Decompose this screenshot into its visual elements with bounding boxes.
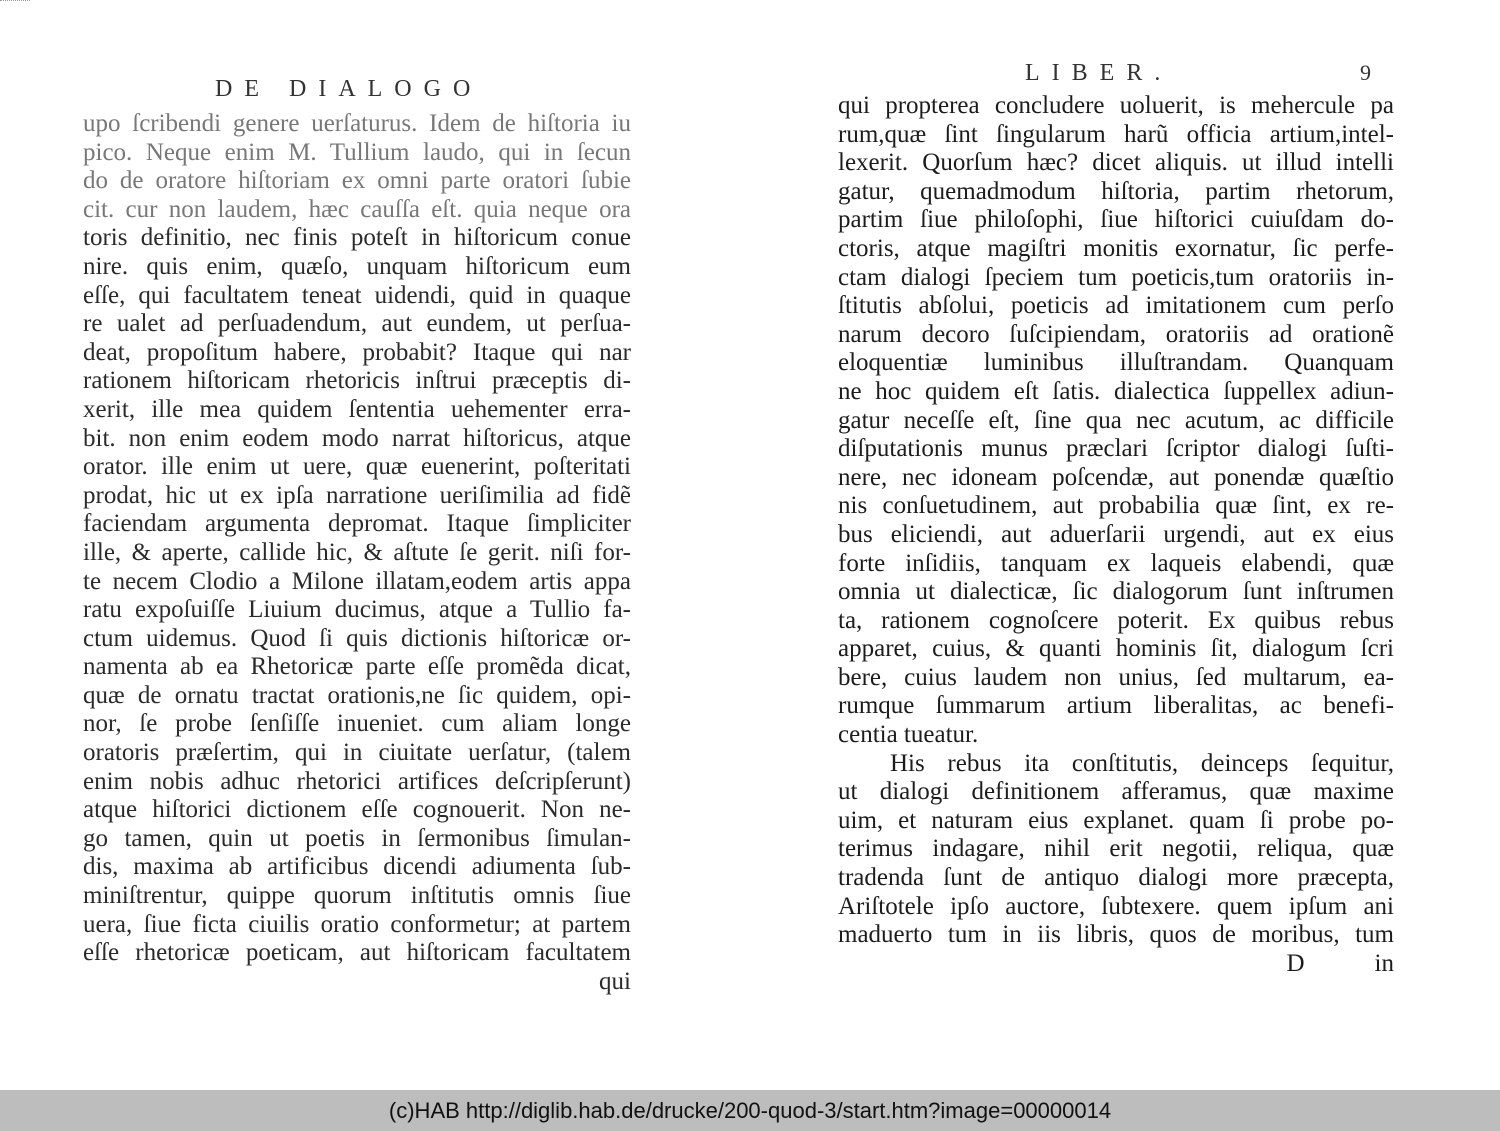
- text-line: deat, propoſitum habere, probabit? Itaque qui nar: [83, 338, 631, 366]
- text-line: uim, et naturam eius explanet. quam ſi probe po-: [838, 806, 1394, 834]
- text-line: toris definitio, nec finis poteſt in hiſtoricum conue: [83, 224, 631, 252]
- text-line: eſſe rhetoricæ poeticam, aut hiſtoricam facultatem: [83, 939, 631, 967]
- text-line: bere, cuius laudem non unius, ſed multarum, ea-: [838, 663, 1394, 691]
- text-line: nire. quis enim, quæſo, unquam hiſtoricum eum: [83, 252, 631, 280]
- text-line: ctum uidemus. Quod ſi quis dictionis hiſtoricæ or-: [83, 624, 631, 652]
- text-line: gatur, quemadmodum hiſtoria, partim rhetorum,: [838, 177, 1394, 205]
- text-line: qui propterea concludere uoluerit, is mehercule pa: [838, 92, 1394, 119]
- text-line: ut dialogi definitionem afferamus, quæ maxime: [838, 778, 1394, 806]
- scan-corner-mark: [0, 0, 30, 4]
- left-page-text: [83, 110, 631, 996]
- text-line: pico. Neque enim M. Tullium laudo, qui in ſecun: [83, 138, 631, 166]
- text-line: do de oratore hiſtoriam ex omni parte oratori ſubie: [83, 167, 631, 195]
- right-running-head: LIBER.: [1025, 60, 1173, 86]
- text-line: centia tueatur.: [838, 721, 979, 749]
- text-line: eloquentiæ luminibus illuſtrandam. Quanquam: [838, 349, 1394, 377]
- text-line: narum decoro ſuſcipiendam, oratoriis ad orationẽ: [838, 320, 1394, 348]
- text-line: oratoris præſertim, qui in ciuitate uerſatur, (talem: [83, 739, 631, 767]
- text-line: te necem Clodio a Milone illatam,eodem artis appa: [83, 567, 631, 595]
- signature-mark: D: [1286, 949, 1305, 977]
- text-line: quæ de ornatu tractat orationis,ne ſic quidem, opi-: [83, 681, 631, 709]
- right-page: [830, 0, 1400, 1090]
- text-line: upo ſcribendi genere uerſaturus. Idem de hiſtoria iu: [83, 110, 631, 137]
- text-line: ille, & aperte, callide hic, & aſtute ſe gerit. niſi for-: [83, 538, 631, 566]
- text-line: enim nobis adhuc rhetorici artifices deſcripſerunt): [83, 767, 631, 795]
- text-line: Ariſtotele ipſo auctore, ſubtexere. quem ipſum ani: [838, 892, 1394, 920]
- text-line: bus eliciendi, aut aduerſarii urgendi, aut ex eius: [838, 520, 1394, 548]
- text-line: nere, nec idoneam poſcendæ, aut ponendæ quæſtio: [838, 463, 1394, 491]
- text-line: forte inſidiis, tanquam ex laqueis elabendi, quæ: [838, 549, 1394, 577]
- text-line: apparet, cuius, & quanti hominis ſit, dialogum ſcri: [838, 635, 1394, 663]
- text-line: diſputationis munus præclari ſcriptor dialogi ſuſti-: [838, 435, 1394, 463]
- text-line: tradenda ſunt de antiquo dialogi more præcepta,: [838, 864, 1394, 892]
- text-line: go tamen, quin ut poetis in ſermonibus ſimulan-: [83, 824, 631, 852]
- text-line: dis, maxima ab artificibus dicendi adiumenta ſub-: [83, 853, 631, 881]
- text-line: orator. ille enim ut uere, quæ euenerint, poſteritati: [83, 453, 631, 481]
- text-line: re ualet ad perſuadendum, aut eundem, ut perſua-: [83, 310, 631, 338]
- left-running-head: DE DIALOGO: [215, 76, 483, 102]
- text-line: namenta ab ea Rhetoricæ parte eſſe promẽda dicat,: [83, 653, 631, 681]
- catchword: qui: [599, 967, 631, 995]
- catchword: in: [1374, 949, 1394, 977]
- text-line: rum,quæ ſint ſingularum harũ officia artium,intel-: [838, 120, 1394, 148]
- text-line: ſtitutis abſolui, poeticis ad imitationem cum perſo: [838, 292, 1394, 320]
- signature-catchword-line: [838, 950, 1394, 979]
- text-line: nis conſuetudinem, aut probabilia quæ ſint, ex re-: [838, 492, 1394, 520]
- text-line: bit. non enim eodem modo narrat hiſtoricus, atque: [83, 424, 631, 452]
- text-line: uera, ſiue ficta ciuilis oratio conformetur; at partem: [83, 910, 631, 938]
- text-line: rumque ſummarum artium liberalitas, ac benefi-: [838, 692, 1394, 720]
- text-line: prodat, hic ut ex ipſa narratione ueriſimilia ad fidẽ: [83, 481, 631, 509]
- text-line: maduerto tum in iis libris, quos de moribus, tum: [838, 921, 1394, 949]
- text-line: lexerit. Quorſum hæc? dicet aliquis. ut illud intelli: [838, 149, 1394, 177]
- text-line: ratu expoſuiſſe Liuium ducimus, atque a Tullio fa-: [83, 596, 631, 624]
- text-line: nor, ſe probe ſenſiſſe inueniet. cum aliam longe: [83, 710, 631, 738]
- right-page-text: [838, 92, 1394, 978]
- text-line: His rebus ita conſtitutis, deinceps ſequitur,: [890, 749, 1394, 777]
- text-line: terimus indagare, nihil erit negotii, reliqua, quæ: [838, 835, 1394, 863]
- text-line: miniſtrentur, quippe quorum inſtitutis omnis ſiue: [83, 882, 631, 910]
- footer-source-url[interactable]: (c)HAB http://diglib.hab.de/drucke/200-quod-3/start.htm?image=00000014: [388, 1097, 1112, 1123]
- footer-bar: [0, 1090, 1500, 1131]
- text-line: rationem hiſtoricam rhetoricis inſtrui præceptis di-: [83, 367, 631, 395]
- text-line: xerit, ille mea quidem ſententia uehementer erra-: [83, 395, 631, 423]
- text-line: ne hoc quidem eſt ſatis. dialectica ſuppellex adiun-: [838, 377, 1394, 405]
- text-line: omnia ut dialecticæ, ſic dialogorum ſunt inſtrumen: [838, 578, 1394, 606]
- left-page: [75, 0, 640, 1090]
- text-line: ctoris, atque magiſtri monitis exornatur, ſic perfe-: [838, 234, 1394, 262]
- text-line: partim ſiue philoſophi, ſiue hiſtorici cuiuſdam do-: [838, 206, 1394, 234]
- text-line: cit. cur non laudem, hæc cauſſa eſt. quia neque ora: [83, 195, 631, 223]
- page-number: 9: [1360, 60, 1371, 85]
- text-line: gatur neceſſe eſt, ſine qua nec acutum, ac difficile: [838, 406, 1394, 434]
- text-line: ta, rationem cognoſcere poterit. Ex quibus rebus: [838, 606, 1394, 634]
- text-line: atque hiſtorici dictionem eſſe cognouerit. Non ne-: [83, 796, 631, 824]
- text-line: eſſe, qui facultatem teneat uidendi, quid in quaque: [83, 281, 631, 309]
- text-line: ctam dialogi ſpeciem tum poeticis,tum oratoriis in-: [838, 263, 1394, 291]
- text-line: faciendam argumenta depromat. Itaque ſimpliciter: [83, 510, 631, 538]
